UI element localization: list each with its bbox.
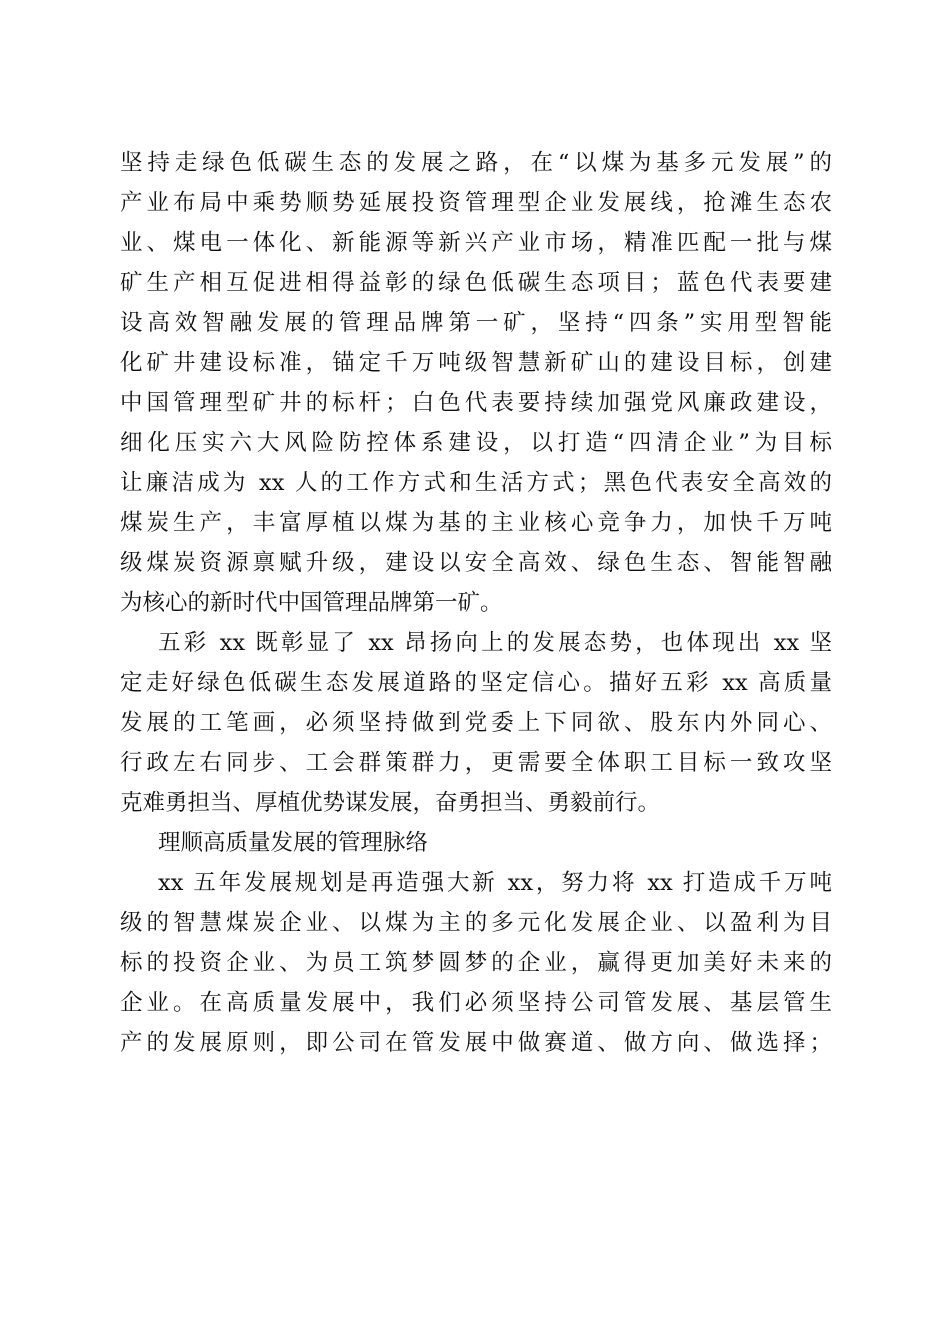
text-line: xx 五年发展规划是再造强大新 xx，努力将 xx 打造成千万吨 [158, 870, 832, 896]
text-line: 定走好绿色低碳生态发展道路的坚定信心。描好五彩 xx 高质量 [120, 670, 832, 696]
paragraph-five-year-plan [120, 863, 832, 1063]
text-line: 设高效智融发展的管理品牌第一矿，坚持“四条”实用型智能 [120, 310, 832, 336]
text-line: 标的投资企业、为员工筑梦圆梦的企业，赢得更加美好未来的 [120, 950, 832, 976]
text-line: 中国管理型矿井的标杆；白色代表要持续加强党风廉政建设， [120, 390, 832, 416]
text-line: 坚持走绿色低碳生态的发展之路，在“以煤为基多元发展”的 [120, 150, 832, 176]
text-line: 产的发展原则，即公司在管发展中做赛道、做方向、做选择； [120, 1030, 832, 1056]
text-line: 行政左右同步、工会群策群力，更需要全体职工目标一致攻坚 [120, 750, 832, 776]
text-line: 为核心的新时代中国管理品牌第一矿。 [120, 590, 503, 616]
paragraph-continuation [120, 143, 832, 623]
text-line: 级的智慧煤炭企业、以煤为主的多元化发展企业、以盈利为目 [120, 910, 832, 936]
section-heading [120, 823, 832, 863]
paragraph-five-colors [120, 623, 832, 823]
text-line: 企业。在高质量发展中，我们必须坚持公司管发展、基层管生 [120, 990, 832, 1016]
text-line: 细化压实六大风险防控体系建设，以打造“四清企业”为目标 [120, 430, 832, 456]
text-line: 级煤炭资源禀赋升级，建设以安全高效、绿色生态、智能智融 [120, 550, 832, 576]
text-line: 克难勇担当、厚植优势谋发展，奋勇担当、勇毅前行。 [120, 790, 661, 816]
text-line: 矿生产相互促进相得益彰的绿色低碳生态项目；蓝色代表要建 [120, 270, 832, 296]
text-line: 产业布局中乘势顺势延展投资管理型企业发展线，抢滩生态农 [120, 190, 832, 216]
text-line: 业、煤电一体化、新能源等新兴产业市场，精准匹配一批与煤 [120, 230, 832, 256]
text-line: 化矿井建设标准，锚定千万吨级智慧新矿山的建设目标，创建 [120, 350, 832, 376]
document-body [120, 143, 832, 1063]
text-line: 发展的工笔画，必须坚持做到党委上下同欲、股东内外同心、 [120, 710, 832, 736]
heading-text: 理顺高质量发展的管理脉络 [158, 830, 429, 856]
text-line: 让廉洁成为 xx 人的工作方式和生活方式；黑色代表安全高效的 [120, 470, 832, 496]
text-line: 煤炭生产，丰富厚植以煤为基的主业核心竞争力，加快千万吨 [120, 510, 832, 536]
text-line: 五彩 xx 既彰显了 xx 昂扬向上的发展态势，也体现出 xx 坚 [158, 630, 832, 656]
